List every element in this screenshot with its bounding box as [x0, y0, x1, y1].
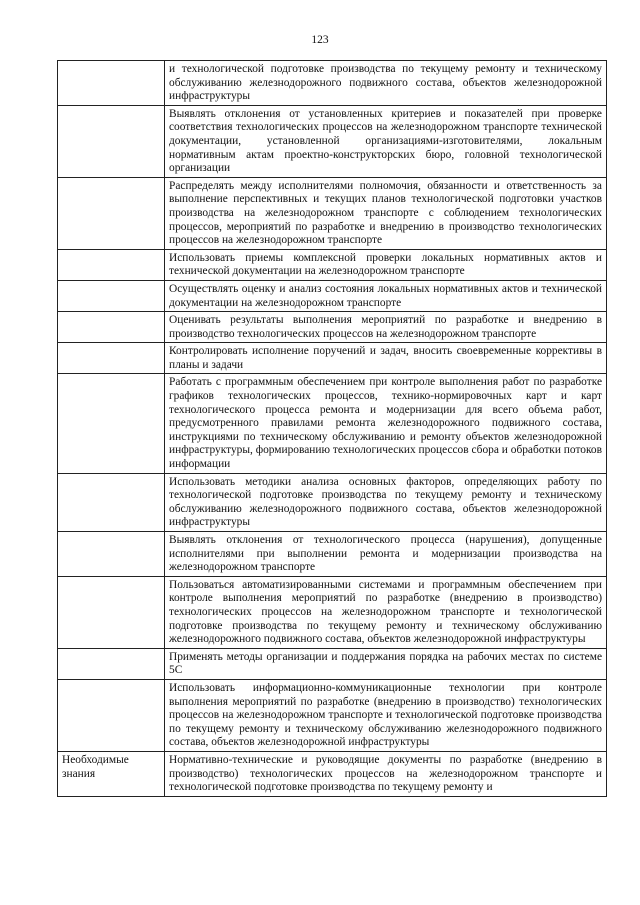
table-row — [58, 751, 607, 796]
label-cell — [58, 679, 165, 751]
table-row — [58, 473, 607, 531]
label-cell — [58, 343, 165, 374]
table-row — [58, 312, 607, 343]
skill-cell: Работать с программным обеспечением при контроле выполнения работ по разработке графиков технологических процессов, технико-нормировочных карт и карт технологического процесса ремонта и модернизации для всего объема работ, предусмотренного правилами ремонта железнодорожного подвижного состава, инструкциями по техническому обслуживанию и ремонту объектов железнодорожной инфраструктуры, формированию технологических процессов сбора и обработки потоков информации — [165, 374, 607, 473]
label-cell — [58, 61, 165, 106]
knowledge-cell: Нормативно-технические и руководящие документы по разработке (внедрению в производство) технологических процессов на железнодорожном транспорте и технологической подготовке производства по текущему ремонту и — [165, 751, 607, 796]
table-row — [58, 343, 607, 374]
table-row — [58, 280, 607, 311]
table-row — [58, 61, 607, 106]
label-cell-knowledge: Необходимые знания — [58, 751, 165, 796]
table-row — [58, 532, 607, 577]
table-row — [58, 177, 607, 249]
label-cell — [58, 532, 165, 577]
table-row — [58, 374, 607, 473]
label-cell — [58, 312, 165, 343]
skill-cell: Использовать методики анализа основных факторов, определяющих работу по технологической подготовке производства по текущему ремонту и техническому обслуживанию железнодорожного подвижного состава, объектов железнодорожной инфраструктуры — [165, 473, 607, 531]
table-row — [58, 679, 607, 751]
table-row — [58, 576, 607, 648]
label-cell — [58, 280, 165, 311]
label-cell — [58, 374, 165, 473]
label-cell — [58, 576, 165, 648]
table-row — [58, 648, 607, 679]
skill-cell: Контролировать исполнение поручений и задач, вносить своевременные коррективы в планы и задачи — [165, 343, 607, 374]
page-number: 123 — [311, 34, 329, 46]
skill-cell: Использовать информационно-коммуникационные технологии при контроле выполнения мероприятий по разработке (внедрению в производство) технологических процессов на железнодорожном транспорте и технологической подготовке производства по текущему ремонту и техническому обслуживанию железнодорожного подвижного состава, объектов железнодорожной инфраструктуры — [165, 679, 607, 751]
label-cell — [58, 249, 165, 280]
skill-cell: Применять методы организации и поддержания порядка на рабочих местах по системе 5С — [165, 648, 607, 679]
table-row — [58, 249, 607, 280]
skill-cell: Распределять между исполнителями полномочия, обязанности и ответственность за выполнение перспективных и текущих планов технологической подготовки участков производства на железнодорожном транспорте с соблюдением технологических процессов, мероприятий по разработке и внедрению в производство технологических процессов на железнодорожном транспорте — [165, 177, 607, 249]
skill-cell: Оценивать результаты выполнения мероприятий по разработке и внедрению в производство технологических процессов на железнодорожном транспорте — [165, 312, 607, 343]
label-cell — [58, 473, 165, 531]
skill-cell: Осуществлять оценку и анализ состояния локальных нормативных актов и технической документации на железнодорожном транспорте — [165, 280, 607, 311]
skill-cell: Пользоваться автоматизированными системами и программным обеспечением при контроле выполнения мероприятий по разработке (внедрению в производство) технологических процессов на железнодорожном транспорте и технологической подготовке производства по текущему ремонту и техническому обслуживанию железнодорожного подвижного состава, объектов железнодорожной инфраструктуры — [165, 576, 607, 648]
skill-cell: Использовать приемы комплексной проверки локальных нормативных актов и технической документации на железнодорожном транспорте — [165, 249, 607, 280]
skill-cell: Выявлять отклонения от установленных критериев и показателей при проверке соответствия технологических процессов на железнодорожном транспорте технической документации, установленной организациями-изготовителями, локальным нормативным актам проектно-конструкторских бюро, головной технологической организации — [165, 105, 607, 177]
skill-cell: и технологической подготовке производства по текущему ремонту и техническому обслуживанию железнодорожного подвижного состава, объектов железнодорожной инфраструктуры — [165, 61, 607, 106]
label-cell — [58, 177, 165, 249]
label-cell — [58, 105, 165, 177]
requirements-table — [57, 60, 607, 797]
label-cell — [58, 648, 165, 679]
skill-cell: Выявлять отклонения от технологического процесса (нарушения), допущенные исполнителями при выполнении ремонта и модернизации производства на железнодорожном транспорте — [165, 532, 607, 577]
table-row — [58, 105, 607, 177]
